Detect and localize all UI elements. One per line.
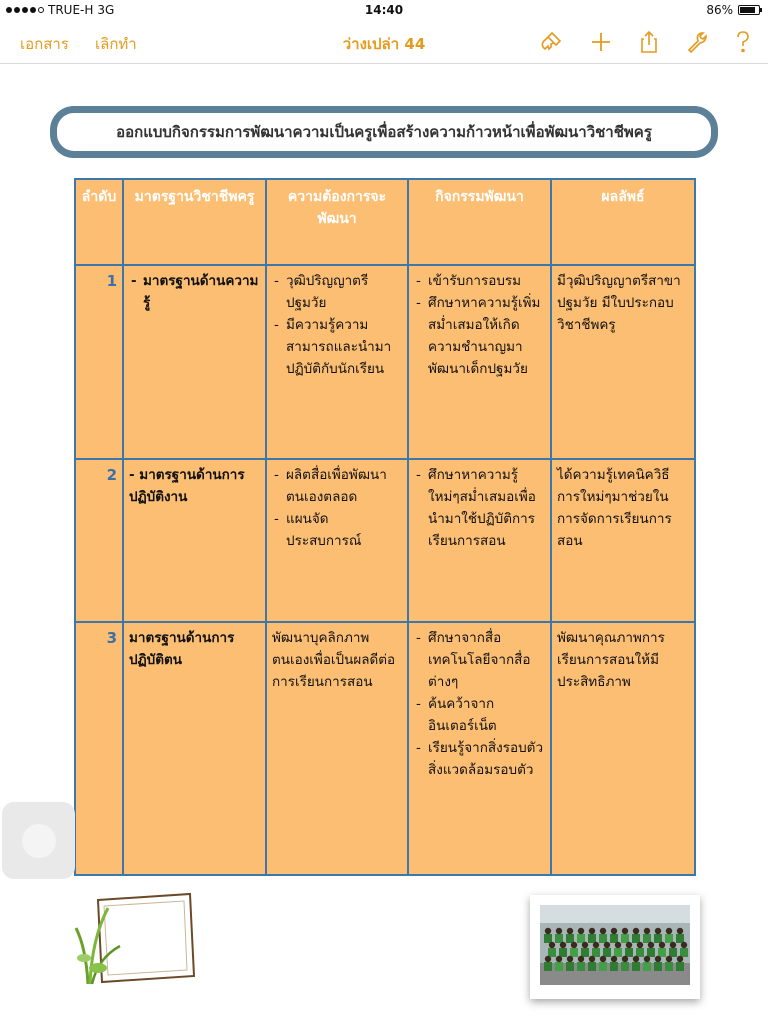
status-bar — [0, 0, 768, 20]
table-header-row — [75, 179, 695, 265]
result-cell: พัฒนาคุณภาพการเรียนการสอนให้มีประสิทธิภาพ — [551, 622, 695, 875]
paintbrush-icon[interactable] — [537, 28, 565, 56]
carrier-name: TRUE-H — [48, 3, 94, 17]
clock: 14:40 — [364, 3, 404, 17]
document-title-banner[interactable] — [50, 106, 718, 158]
list-item: - แผนจัดประสบการณ์ — [272, 508, 402, 552]
list-item: - เข้ารับการอบรม — [414, 270, 545, 292]
list-item: - วุฒิปริญญาตรีปฐมวัย — [272, 270, 402, 314]
row-number: 1 — [75, 265, 123, 459]
needs-cell — [266, 459, 408, 622]
grass-frame-decoration — [68, 888, 198, 988]
group-photo[interactable] — [530, 895, 700, 999]
list-item: - มีความรู้ความสามารถและนำมาปฏิบัติกับนักเรียน — [272, 314, 402, 380]
result-cell: ได้ความรู้เทคนิควิธีการใหม่ๆมาช่วยในการจัดการเรียนการสอน — [551, 459, 695, 622]
standard-cell: มาตรฐานด้านการปฏิบัติตน — [123, 622, 266, 875]
list-item: - เรียนรู้จากสิ่งรอบตัวสิ่งแวดล้อมรอบตัว — [414, 737, 545, 781]
standard-cell — [123, 265, 266, 459]
list-item: - ศึกษาหาความรู้เพิ่มสม่ำเสมอให้เกิดความชำนาญมาพัฒนาเด็กปฐมวัย — [414, 292, 545, 380]
activities-cell — [408, 622, 551, 875]
standard-cell: - มาตรฐานด้านการปฏิบัติงาน — [123, 459, 266, 622]
needs-cell: พัฒนาบุคลิกภาพตนเองเพื่อเป็นผลดีต่อการเรียนการสอน — [266, 622, 408, 875]
app-toolbar — [0, 20, 768, 64]
activities-cell — [408, 459, 551, 622]
undo-button[interactable]: เลิกทำ — [95, 35, 137, 53]
list-item: - ค้นคว้าจากอินเตอร์เน็ต — [414, 693, 545, 737]
help-icon[interactable] — [729, 28, 757, 56]
result-cell: มีวุฒิปริญญาตรีสาขาปฐมวัย มีใบประกอบวิชาชีพครู — [551, 265, 695, 459]
table-row — [75, 622, 695, 875]
document-name[interactable]: ว่างเปล่า 44 — [342, 35, 426, 53]
header-cell: ความต้องการจะพัฒนา — [266, 179, 408, 265]
share-icon[interactable] — [635, 28, 663, 56]
table-row — [75, 265, 695, 459]
header-cell: มาตรฐานวิชาชีพครู — [123, 179, 266, 265]
battery-icon — [738, 5, 760, 15]
activities-cell — [408, 265, 551, 459]
assistive-touch-button[interactable] — [2, 802, 75, 879]
network-type: 3G — [97, 3, 115, 17]
table-row — [75, 459, 695, 622]
list-item: - ศึกษาจากสื่อเทคโนโลยีจากสื่อต่างๆ — [414, 627, 545, 693]
battery-percent: 86% — [706, 3, 733, 17]
plus-icon[interactable] — [587, 28, 615, 56]
header-cell: ลำดับ — [75, 179, 123, 265]
header-cell: ผลลัพธ์ — [551, 179, 695, 265]
needs-cell — [266, 265, 408, 459]
row-number: 2 — [75, 459, 123, 622]
documents-button[interactable]: เอกสาร — [20, 35, 69, 53]
header-cell: กิจกรรมพัฒนา — [408, 179, 551, 265]
list-item: - ผลิตสื่อเพื่อพัฒนาตนเองตลอด — [272, 464, 402, 508]
wrench-icon[interactable] — [683, 28, 711, 56]
development-plan-table[interactable] — [74, 178, 696, 876]
row-number: 3 — [75, 622, 123, 875]
standard-item: - มาตรฐานด้านความรู้ — [129, 270, 260, 314]
list-item: - ศึกษาหาความรู้ใหม่ๆสม่ำเสมอเพื่อนำมาใช้ปฏิบัติการเรียนการสอน — [414, 464, 545, 552]
group-photo-image — [540, 905, 690, 985]
document-title-text: ออกแบบกิจกรรมการพัฒนาความเป็นครูเพื่อสร้างความก้าวหน้าเพื่อพัฒนาวิชาชีพครู — [116, 123, 652, 141]
